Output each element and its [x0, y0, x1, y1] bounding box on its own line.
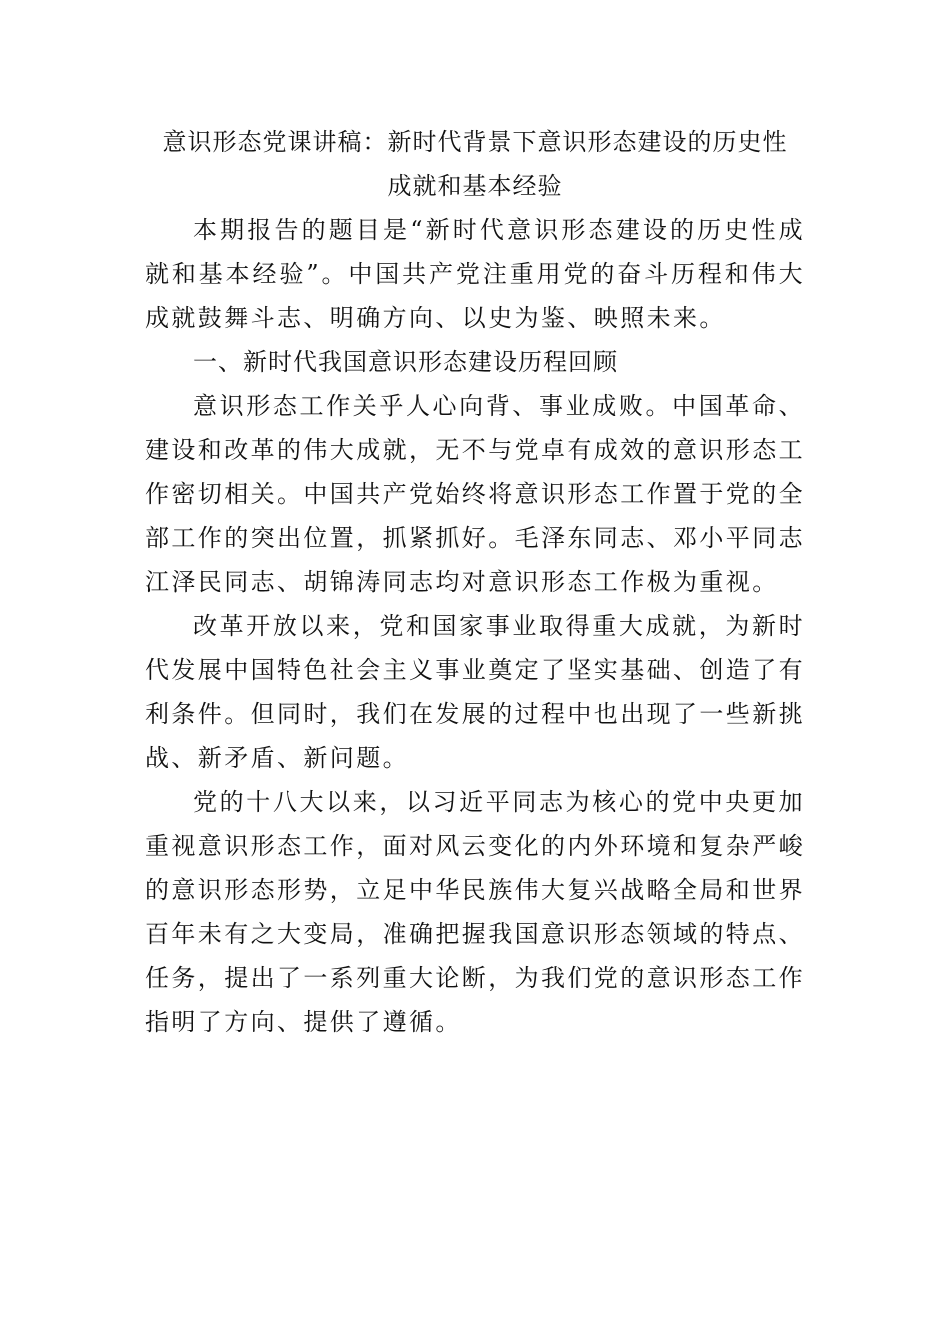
body-paragraph-2: 改革开放以来，党和国家事业取得重大成就，为新时代发展中国特色社会主义事业奠定了坚实基础、创造了有利条件。但同时，我们在发展的过程中也出现了一些新挑战、新矛盾、新问题。: [145, 612, 805, 772]
body-paragraph-3: 党的十八大以来，以习近平同志为核心的党中央更加重视意识形态工作，面对风云变化的内外环境和复杂严峻的意识形态形势，立足中华民族伟大复兴战略全局和世界百年未有之大变局，准确把握我国意识形态领域的特点、任务，提出了一系列重大论断，为我们党的意识形态工作指明了方向、提供了遵循。: [145, 788, 805, 1036]
document-body: [145, 120, 805, 1044]
title-line-1: 意识形态党课讲稿：新时代背景下意识形态建设的历史性: [162, 128, 788, 156]
body-paragraph-1: 意识形态工作关乎人心向背、事业成败。中国革命、建设和改革的伟大成就，无不与党卓有成效的意识形态工作密切相关。中国共产党始终将意识形态工作置于党的全部工作的突出位置，抓紧抓好。毛泽东同志、邓小平同志江泽民同志、胡锦涛同志均对意识形态工作极为重视。: [145, 392, 805, 596]
intro-paragraph: 本期报告的题目是“新时代意识形态建设的历史性成就和基本经验”。中国共产党注重用党的奋斗历程和伟大成就鼓舞斗志、明确方向、以史为鉴、映照未来。: [145, 216, 805, 332]
document-title: [145, 120, 805, 208]
section-heading-1: 一、新时代我国意识形态建设历程回顾: [193, 348, 618, 376]
title-line-2: 成就和基本经验: [387, 172, 563, 200]
